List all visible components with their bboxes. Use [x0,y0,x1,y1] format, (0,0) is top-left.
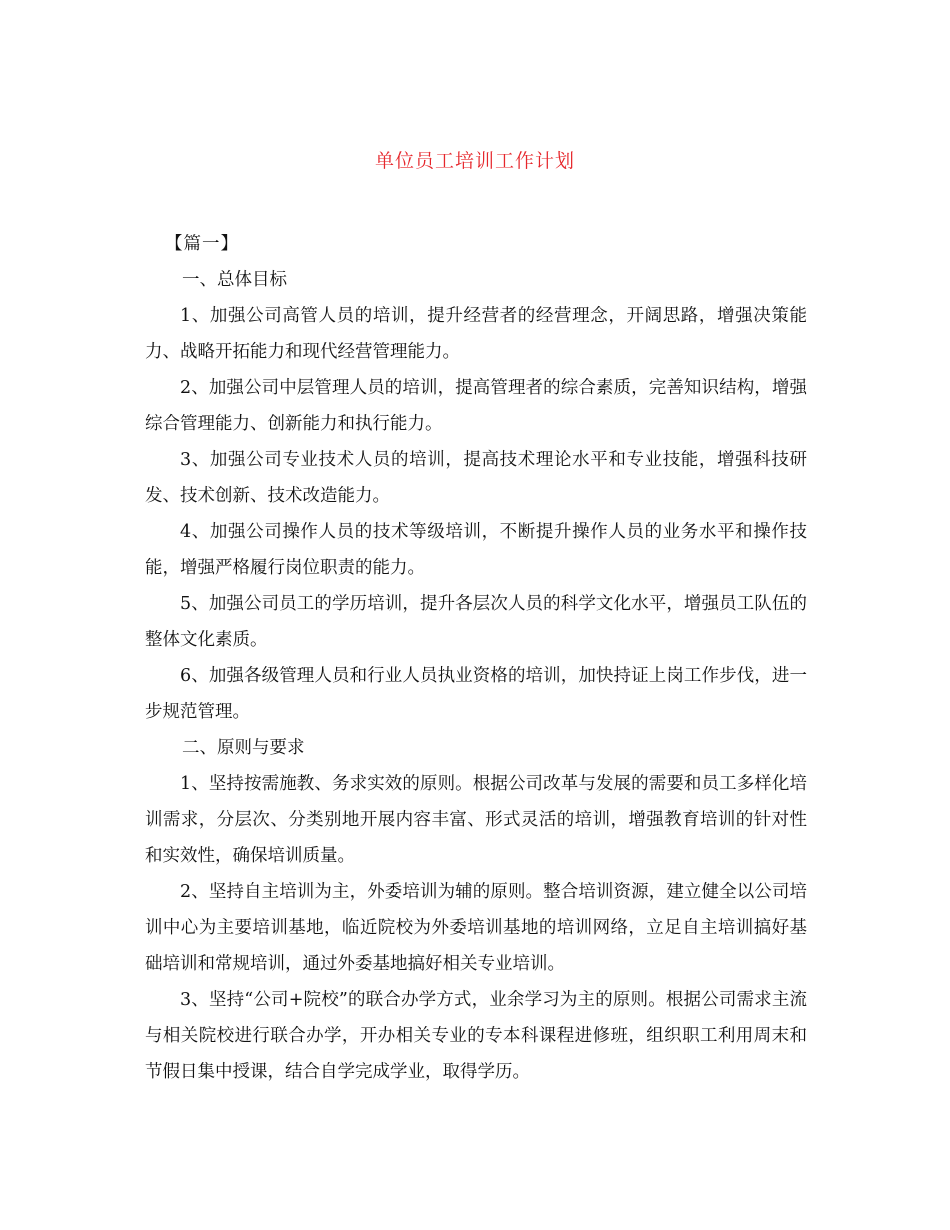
part2-item-2: 2、坚持自主培训为主，外委培训为辅的原则。整合培训资源，建立健全以公司培训中心为主要培训基地，临近院校为外委培训基地的培训网络，立足自主培训搞好基础培训和常规培训，通过外委基地搞好相关专业培训。 [145,882,807,974]
part1-item-5: 5、加强公司员工的学历培训，提升各层次人员的科学文化水平，增强员工队伍的整体文化素质。 [145,594,807,650]
section-label: 【篇一】 [165,234,239,254]
part1-item-6: 6、加强各级管理人员和行业人员执业资格的培训，加快持证上岗工作步伐，进一步规范管理。 [145,666,807,722]
part1-item-3: 3、加强公司专业技术人员的培训，提高技术理论水平和专业技能，增强科技研发、技术创新、技术改造能力。 [145,450,807,506]
part2-item-1: 1、坚持按需施教、务求实效的原则。根据公司改革与发展的需要和员工多样化培训需求，分层次、分类别地开展内容丰富、形式灵活的培训，增强教育培训的针对性和实效性，确保培训质量。 [145,774,807,866]
document-body [145,226,807,1090]
part1-heading: 一、总体目标 [182,270,287,290]
part1-item-2: 2、加强公司中层管理人员的培训，提高管理者的综合素质，完善知识结构，增强综合管理能力、创新能力和执行能力。 [145,378,807,434]
part2-heading: 二、原则与要求 [182,738,305,758]
part2-item-3: 3、坚持“公司+院校”的联合办学方式，业余学习为主的原则。根据公司需求主流与相关院校进行联合办学，开办相关专业的专本科课程进修班，组织职工利用周末和节假日集中授课，结合自学完成学业，取得学历。 [145,990,807,1082]
document-title: 单位员工培训工作计划 [374,150,575,172]
part1-item-1: 1、加强公司高管人员的培训，提升经营者的经营理念，开阔思路，增强决策能力、战略开拓能力和现代经营管理能力。 [145,306,807,362]
part1-item-4: 4、加强公司操作人员的技术等级培训，不断提升操作人员的业务水平和操作技能，增强严格履行岗位职责的能力。 [145,522,807,578]
